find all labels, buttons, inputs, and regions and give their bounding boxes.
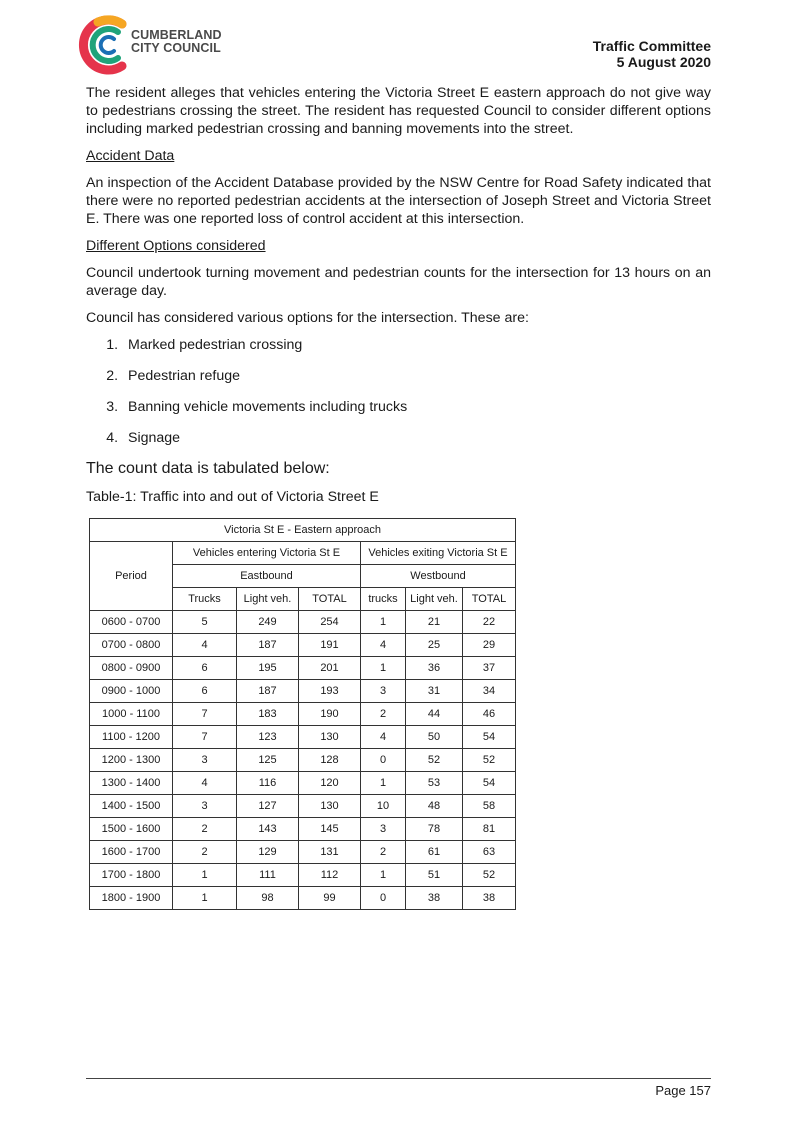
count-cell: 125	[237, 749, 299, 772]
count-cell: 3	[173, 795, 237, 818]
page-number: Page 157	[655, 1083, 711, 1098]
column-header: TOTAL	[463, 588, 516, 611]
count-cell: 34	[463, 680, 516, 703]
count-cell: 193	[299, 680, 361, 703]
table-caption: Table-1: Traffic into and out of Victoria Street E	[86, 489, 379, 505]
count-cell: 51	[406, 864, 463, 887]
table-row	[90, 749, 516, 772]
count-cell: 7	[173, 703, 237, 726]
count-cell: 46	[463, 703, 516, 726]
period-cell: 0600 - 0700	[90, 611, 173, 634]
meeting-date: 5 August 2020	[616, 54, 711, 70]
count-cell: 128	[299, 749, 361, 772]
paragraph-accident-data: An inspection of the Accident Database provided by the NSW Centre for Road Safety indicated that there were no reported pedestrian accidents at the intersection of Joseph Street and Victoria Street E. There was one reported loss of control accident at this intersection.	[86, 175, 711, 227]
count-cell: 111	[237, 864, 299, 887]
table-row	[90, 634, 516, 657]
count-cell: 31	[406, 680, 463, 703]
count-cell: 3	[361, 818, 406, 841]
count-cell: 0	[361, 749, 406, 772]
table-row	[90, 841, 516, 864]
count-cell: 2	[361, 703, 406, 726]
count-cell: 1	[361, 611, 406, 634]
heading-accident-data: Accident Data	[86, 148, 175, 164]
count-cell: 53	[406, 772, 463, 795]
count-cell: 63	[463, 841, 516, 864]
count-cell: 5	[173, 611, 237, 634]
count-cell: 131	[299, 841, 361, 864]
count-cell: 1	[173, 864, 237, 887]
count-cell: 81	[463, 818, 516, 841]
table-row	[90, 887, 516, 910]
count-cell: 195	[237, 657, 299, 680]
council-logo	[78, 14, 228, 76]
count-cell: 112	[299, 864, 361, 887]
period-cell: 0800 - 0900	[90, 657, 173, 680]
count-cell: 52	[406, 749, 463, 772]
count-cell: 4	[361, 726, 406, 749]
paragraph-options-intro: Council has considered various options for the intersection. These are:	[86, 310, 529, 326]
count-cell: 7	[173, 726, 237, 749]
table-row	[90, 726, 516, 749]
header-entering: Vehicles entering Victoria St E	[173, 542, 361, 565]
count-cell: 52	[463, 864, 516, 887]
count-cell: 3	[361, 680, 406, 703]
count-cell: 44	[406, 703, 463, 726]
count-cell: 190	[299, 703, 361, 726]
meeting-title: Traffic Committee	[592, 38, 711, 54]
period-cell: 1200 - 1300	[90, 749, 173, 772]
count-cell: 4	[361, 634, 406, 657]
column-header: Light veh.	[237, 588, 299, 611]
period-cell: 0900 - 1000	[90, 680, 173, 703]
header-exiting: Vehicles exiting Victoria St E	[361, 542, 516, 565]
count-cell: 127	[237, 795, 299, 818]
count-cell: 48	[406, 795, 463, 818]
period-cell: 1700 - 1800	[90, 864, 173, 887]
count-cell: 22	[463, 611, 516, 634]
count-cell: 25	[406, 634, 463, 657]
list-item: 3. Banning vehicle movements including trucks	[122, 398, 711, 416]
count-cell: 54	[463, 726, 516, 749]
council-name-line2: CITY COUNCIL	[131, 41, 221, 55]
count-cell: 249	[237, 611, 299, 634]
period-cell: 0700 - 0800	[90, 634, 173, 657]
table-intro: The count data is tabulated below:	[86, 460, 330, 477]
period-cell: 1800 - 1900	[90, 887, 173, 910]
count-cell: 38	[463, 887, 516, 910]
period-cell: 1400 - 1500	[90, 795, 173, 818]
count-cell: 116	[237, 772, 299, 795]
count-cell: 21	[406, 611, 463, 634]
count-cell: 98	[237, 887, 299, 910]
count-cell: 3	[173, 749, 237, 772]
document-body	[86, 84, 711, 910]
period-cell: 1300 - 1400	[90, 772, 173, 795]
count-cell: 54	[463, 772, 516, 795]
footer-divider	[86, 1078, 711, 1079]
table-row	[90, 795, 516, 818]
table-row	[90, 657, 516, 680]
count-cell: 78	[406, 818, 463, 841]
period-cell: 1100 - 1200	[90, 726, 173, 749]
traffic-count-table	[89, 518, 516, 910]
table-row	[90, 703, 516, 726]
count-cell: 10	[361, 795, 406, 818]
count-cell: 37	[463, 657, 516, 680]
meeting-header	[593, 38, 711, 70]
table-row	[90, 680, 516, 703]
count-cell: 4	[173, 634, 237, 657]
count-cell: 36	[406, 657, 463, 680]
count-cell: 254	[299, 611, 361, 634]
count-cell: 6	[173, 680, 237, 703]
table-row	[90, 611, 516, 634]
list-item: 1. Marked pedestrian crossing	[122, 336, 711, 354]
count-cell: 2	[173, 841, 237, 864]
count-cell: 99	[299, 887, 361, 910]
period-cell: 1000 - 1100	[90, 703, 173, 726]
council-name-line1: CUMBERLAND	[131, 28, 222, 42]
heading-options: Different Options considered	[86, 238, 266, 254]
count-cell: 38	[406, 887, 463, 910]
count-cell: 6	[173, 657, 237, 680]
count-cell: 1	[361, 657, 406, 680]
count-cell: 130	[299, 726, 361, 749]
council-name	[131, 29, 222, 55]
column-header: trucks	[361, 588, 406, 611]
column-header: TOTAL	[299, 588, 361, 611]
count-cell: 2	[173, 818, 237, 841]
count-cell: 1	[361, 772, 406, 795]
list-item: 2. Pedestrian refuge	[122, 367, 711, 385]
count-cell: 50	[406, 726, 463, 749]
period-cell: 1500 - 1600	[90, 818, 173, 841]
period-cell: 1600 - 1700	[90, 841, 173, 864]
count-cell: 145	[299, 818, 361, 841]
count-cell: 29	[463, 634, 516, 657]
count-cell: 61	[406, 841, 463, 864]
table-row	[90, 818, 516, 841]
count-cell: 129	[237, 841, 299, 864]
table-row	[90, 772, 516, 795]
count-cell: 187	[237, 634, 299, 657]
count-cell: 1	[361, 864, 406, 887]
count-cell: 2	[361, 841, 406, 864]
header-westbound: Westbound	[361, 565, 516, 588]
paragraph-counts: Council undertook turning movement and pedestrian counts for the intersection for 13 hours on an average day.	[86, 265, 711, 299]
count-cell: 123	[237, 726, 299, 749]
header-period: Period	[90, 542, 173, 611]
count-cell: 130	[299, 795, 361, 818]
count-cell: 0	[361, 887, 406, 910]
count-cell: 143	[237, 818, 299, 841]
count-cell: 58	[463, 795, 516, 818]
count-cell: 183	[237, 703, 299, 726]
options-list	[86, 336, 711, 447]
column-header: Light veh.	[406, 588, 463, 611]
table-row	[90, 864, 516, 887]
count-cell: 1	[173, 887, 237, 910]
header-eastbound: Eastbound	[173, 565, 361, 588]
column-header: Trucks	[173, 588, 237, 611]
count-cell: 187	[237, 680, 299, 703]
count-cell: 191	[299, 634, 361, 657]
table-title: Victoria St E - Eastern approach	[90, 519, 516, 542]
list-item: 4. Signage	[122, 429, 711, 447]
count-cell: 120	[299, 772, 361, 795]
count-cell: 4	[173, 772, 237, 795]
count-cell: 52	[463, 749, 516, 772]
paragraph-resident-allegation: The resident alleges that vehicles entering the Victoria Street E eastern approach do not give way to pedestrians crossing the street. The resident has requested Council to consider different options including marked pedestrian crossing and banning movements into the street.	[86, 85, 711, 137]
count-cell: 201	[299, 657, 361, 680]
